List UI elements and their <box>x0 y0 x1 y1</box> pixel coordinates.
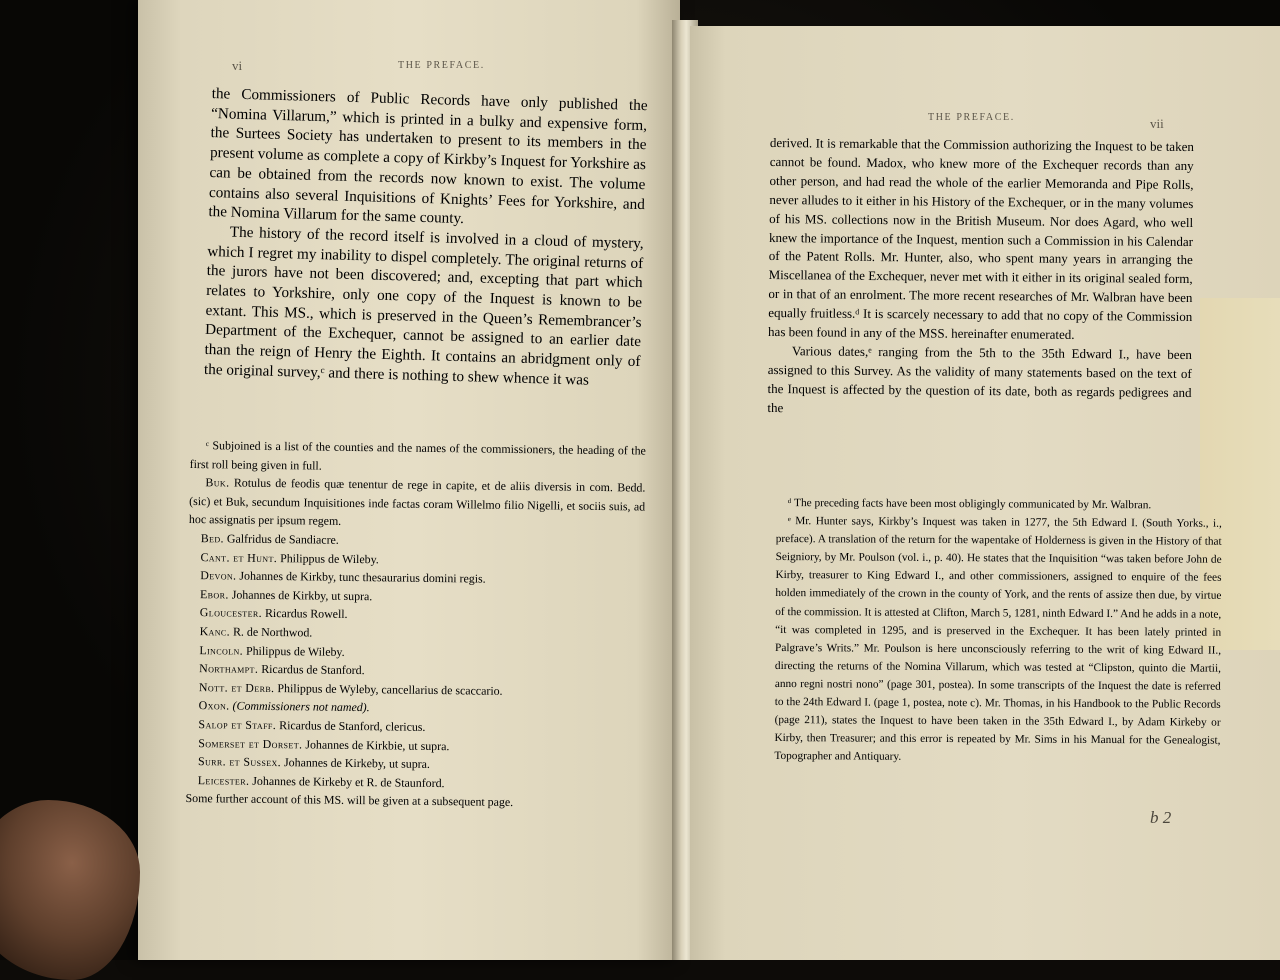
county-label: Cant. et Hunt. <box>200 549 278 565</box>
county-label: Northampt. <box>199 661 259 676</box>
commissioner-names: Ricardus de Stanford, clericus. <box>279 718 426 734</box>
county-label: Oxon. <box>198 698 230 713</box>
right-folio: vii <box>1150 116 1164 131</box>
commissioners-list <box>186 529 645 795</box>
footnote-e: ᵉ Mr. Hunter says, Kirkby’s Inquest was taken in 1277, the 5th Edward I. (South Yorks., i., preface). A translation of the return for the wapentake of Holderness is given in the History of that Seigniory, by Mr. Poulson (vol. i., p. 40). He states that the Inquisition “was taken before John de Kirby, treasurer to King Edward I., and other commissioners, assigned to enquire of the fees holden immediately of the crown in the county of York, and the rents of assize then due, by virtue of the commission. It is attested at Clifton, March 5, 1281, ninth Edward I.” And he adds in a note, “it was completed in 1295, and is preserved in the Exchequer. It has been lately printed in Palgrave’s Writs.” Mr. Poulson is here unconsciously referring to the writ of king Edward II., directing the returns of the Nomina Villarum, which was tested at “Clipston, quinto die Martii, anno regni nostri nono” (page 301, postea). In some transcripts of the Inquest the date is referred to the 24th Edward I. (page 1, postea, note c). Mr. Thomas, in his Handbook to the Public Records (page 211), states the Inquest to have been taken in the 35th Edward I., by Adam Kirkeby or Kirby, then Treasurer; and this error is repeated by Mr. Sims in his Manual for the Genealogist, Topographer and Antiquary. <box>774 515 1222 764</box>
commissioner-names: R. de Northwod. <box>232 624 313 640</box>
county-label: Bed. <box>200 531 225 546</box>
county-label: Leicester. <box>197 772 250 788</box>
left-running-head: THE PREFACE. <box>398 60 485 71</box>
county-label: Somerset et Dorset. <box>198 735 303 751</box>
commissioner-names: Philippus de Wileby. <box>280 550 379 566</box>
county-label: Kanc. <box>199 624 231 639</box>
commissioner-names: Johannes de Kirkbie, ut supra. <box>305 736 450 753</box>
right-paragraph: derived. It is remarkable that the Commission authorizing the Inquest to be taken cannot be found. Madox, who knew more of the Exchequer records than any other person, and had read the whole of the earlier Memoranda and Pipe Rolls, never alludes to it either in his History of the Exchequer, or in the many volumes of his MS. collections now in the British Museum. Nor does Agard, who well knew the importance of the Inquest, mention such a Commission in his Calendar of the Patent Rolls. Mr. Hunter, also, who spent many years in arranging the Miscellanea of the Exchequer, never met with it either in its original sealed form, or in that of an enrolment. The more recent researches of Mr. Walbran have been equally fruitless.ᵈ It is scarcely necessary to add that no copy of the Commission has been found in any of the MSS. hereinafter enumerated. <box>768 134 1194 342</box>
left-footnote <box>185 436 646 813</box>
left-paragraph: the Commissioners of Public Records have only published the “Nomina Villarum,” which is printed in a bulky and expensive form, the Surtees Society has undertaken to present to its members in the present volume as complete a copy of Kirkby’s Inquest for Yorkshire as can be obtained from the records now known to exist. The volume contains also several Inquisitions of Knights’ Fees for Yorkshire, and the Nomina Villarum for the same county. <box>208 84 648 228</box>
footnote-closing: Some further account of this MS. will be given at a subsequent page. <box>185 791 514 810</box>
county-label: Lincoln. <box>199 642 244 658</box>
commissioner-names: Johannes de Kirkby, ut supra. <box>231 587 373 603</box>
right-running-head: THE PREFACE. <box>928 112 1015 123</box>
right-paragraph: Various dates,ᵉ ranging from the 5th to the 35th Edward I., have been assigned to this Survey. As the validity of many statements based on the text of the Inquest is affected by the question of its date, both as regards pedigrees and the <box>767 343 1192 415</box>
commissioner-names: Ricardus de Stanford. <box>261 662 365 678</box>
county-label: Salop et Staff. <box>198 717 277 732</box>
left-body-text <box>204 84 648 392</box>
county-label: Ebor. <box>199 586 229 602</box>
left-paragraph: The history of the record itself is involved in a cloud of mystery, which I regret my inability to dispel completely. The original returns of the jurors have not been discovered; and, excepting that part which relates to Yorkshire, only one copy of the Inquest is known to be extant. This MS., which is preserved in the Queen’s Remembrancer’s Department of the Exchequer, cannot be assigned to an earlier date than the reign of Henry the Eighth. It contains an abridgment only of the original survey,ᶜ and there is nothing to shew whence it was <box>203 223 644 389</box>
commissioner-names: Philippus de Wileby. <box>245 643 345 659</box>
footnote-d: ᵈ The preceding facts have been most obligingly communicated by Mr. Walbran. <box>787 497 1152 512</box>
commissioner-names: Ricardus Rowell. <box>264 606 348 622</box>
commissioner-names: Johannes de Kirkeby et R. de Staunford. <box>252 773 445 790</box>
commissioner-names: Galfridus de Sandiacre. <box>226 531 339 547</box>
county-label: Nott. et Derb. <box>198 679 275 695</box>
buk-heading-text: Rotulus de feodis quæ tenentur de rege in capite, et de aliis diversis in com. Bedd. (sic) et Buk, secundum Inquisitiones inde factas coram Willelmo filio Nigelli, et sociis suis, ad hoc assignatis per ipsum regem. <box>188 475 646 529</box>
commissioner-names: Philippus de Wyleby, cancellarius de scaccario. <box>277 680 503 698</box>
county-label: Buk. <box>205 475 230 490</box>
county-label: Surr. et Sussex. <box>197 754 282 770</box>
right-body-text <box>767 134 1194 422</box>
commissioner-names: Johannes de Kirkeby, ut supra. <box>284 755 431 772</box>
right-footnotes <box>774 494 1222 768</box>
signature-mark: b 2 <box>1150 808 1172 827</box>
commissioner-names: Johannes de Kirkby, tunc thesaurarius domini regis. <box>239 568 486 586</box>
footnote-buk-entry <box>189 473 646 534</box>
footnote-c-intro: ᶜ Subjoined is a list of the counties and the names of the commissioners, the heading of the first roll being given in full. <box>189 438 646 473</box>
county-label: Gloucester. <box>199 605 263 621</box>
county-label: Devon. <box>200 568 237 583</box>
left-folio: vi <box>232 58 243 73</box>
commissioner-names: (Commissioners not named). <box>232 698 370 715</box>
